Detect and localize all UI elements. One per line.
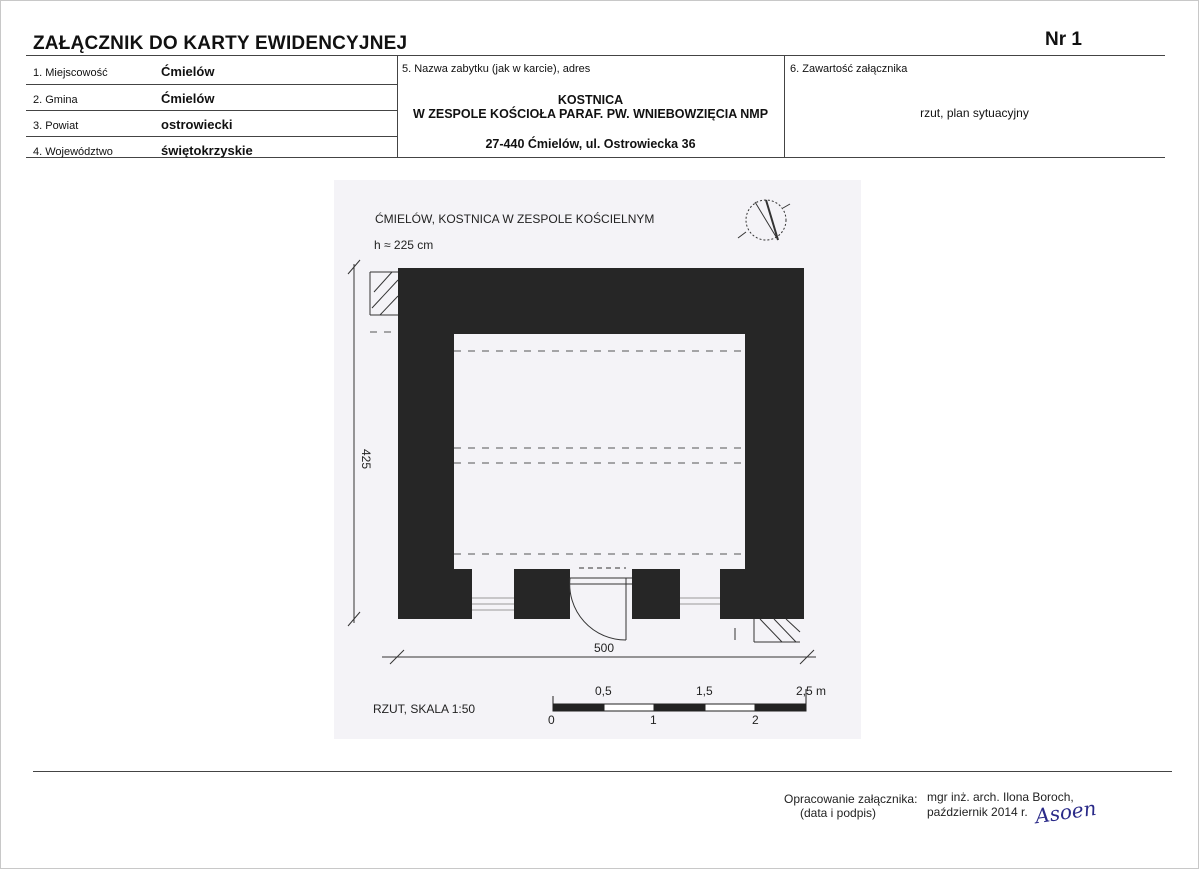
field-value-powiat: ostrowiecki [161,117,233,132]
table-top-line [26,55,1165,56]
footer-line [33,771,1172,772]
dimension-label-vertical: 425 [359,448,374,470]
prepared-sublabel: (data i podpis) [800,806,877,820]
monument-label: 5. Nazwa zabytku (jak w karcie), adres [402,63,591,75]
scale-tick-label-0: 0 [548,713,555,727]
table-row-line-3 [26,136,397,137]
field-value-gmina: Ćmielów [161,91,215,106]
field-value-miejscowosc: Ćmielów [161,64,215,79]
author-name: mgr inż. arch. Ilona Boroch, [927,790,1074,804]
field-label-wojewodztwo: 4. Województwo [33,146,113,158]
field-label-miejscowosc: 1. Miejscowość [33,67,108,79]
field-label-gmina: 2. Gmina [33,94,78,106]
monument-address: 27-440 Ćmielów, ul. Ostrowiecka 36 [485,137,696,151]
table-row-line-1 [26,84,397,85]
monument-name-line2: W ZESPOLE KOŚCIOŁA PARAF. PW. WNIEBOWZIĘCIA NMP [412,107,769,121]
table-row-line-2 [26,110,397,111]
scale-tick-label-2-5: 2,5 m [796,684,827,698]
prepared-label: Opracowanie załącznika: [784,792,918,806]
monument-name-line1: KOSTNICA [557,93,624,107]
window-reveal-left [454,569,472,619]
scale-tick-label-1-5: 1,5 [696,684,713,698]
contents-value: rzut, plan sytuacyjny [920,106,1029,120]
dimension-label-horizontal: 500 [594,641,615,655]
door-opening [570,569,632,619]
window-opening-right [680,569,720,619]
interior-room [454,334,745,569]
field-value-wojewodztwo: świętokrzyskie [161,143,253,158]
document-title: ZAŁĄCZNIK DO KARTY EWIDENCYJNEJ [33,33,408,54]
scale-tick-label-0-5: 0,5 [595,684,612,698]
scale-tick-label-2: 2 [752,713,759,727]
preparation-date: październik 2014 r. [927,805,1028,819]
plan-title: ĆMIELÓW, KOSTNICA W ZESPOLE KOŚCIELNYM [375,212,655,226]
scale-tick-label-1: 1 [650,713,657,727]
signature: Asoen [1033,795,1098,829]
contents-label: 6. Zawartość załącznika [790,63,908,75]
scale-label: RZUT, SKALA 1:50 [373,702,476,716]
scale-bar [553,689,806,711]
window-opening-left [472,569,514,619]
field-label-powiat: 3. Powiat [33,120,79,132]
floor-plan-sheet [334,180,861,739]
plan-height-note: h ≈ 225 cm [374,238,434,252]
floor-plan-drawing [334,180,861,739]
compass-icon [738,200,790,240]
attachment-number: Nr 1 [1045,29,1082,50]
